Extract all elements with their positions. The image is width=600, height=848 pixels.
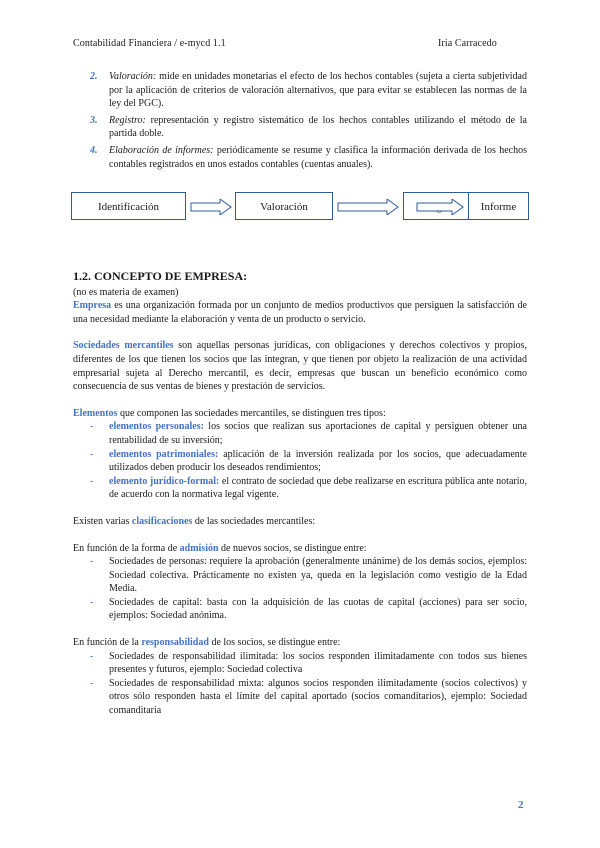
list-text: Sociedades de personas: requiere la aprobación (generalmente unánime) de los demás socios, ejemplos: Sociedad colectiva. Prácticamente no existen ya, queda en la legislación como vestigio de la Edad Media. [109, 556, 527, 595]
list-item [73, 677, 527, 718]
paragraph-text: de los socios, se distingue entre: [208, 637, 341, 649]
list-item [73, 114, 527, 141]
section-title: 1.2. CONCEPTO DE EMPRESA: [73, 269, 248, 283]
list-number: 2. [90, 71, 98, 82]
list-item [73, 650, 527, 677]
flow-box-informe: Informe [468, 192, 529, 220]
paragraph-text: es una organización formada por un conjunto de medios productivos que persiguen la satisfacción de una necesidad mediante la elaboración y venta de un producto o servicio. [73, 300, 527, 325]
list-text: aplicación de la inversión realizada por los socios, que adecuadamente utilizados deben producir los deseados rendimientos; [109, 448, 527, 474]
admision-list [73, 555, 527, 623]
paragraph-text: Existen varias [73, 515, 132, 527]
term-responsabilidad: responsabilidad [141, 637, 209, 649]
list-item [73, 475, 527, 502]
term-clasificaciones: clasificaciones [131, 515, 193, 527]
list-term: Registro: [109, 114, 146, 126]
list-number: 4. [90, 144, 98, 156]
paragraph-text: son aquellas personas jurídicas, con obligaciones y derechos colectivos y propios, diferentes de los que tienen los socios que las integran, y que tienen por objeto la realización de una actividad empresarial sujeta al Derecho mercantil, es decir, empresas que buscan un beneficio económico como consecuencia de sus ventas de bienes y prestación de servicios. [73, 340, 527, 393]
paragraph-empresa [73, 299, 527, 326]
header-author: Iria Carracedo [438, 38, 497, 49]
paragraph-text: de las sociedades mercantiles: [192, 515, 316, 527]
responsabilidad-list [73, 650, 527, 718]
list-number: 3. [90, 114, 98, 126]
list-term: Elaboración de informes: [109, 144, 214, 156]
dash-bullet-icon: - [90, 650, 94, 662]
paragraph-text: que componen las sociedades mercantiles, se distinguen tres tipos: [117, 407, 386, 419]
list-item [73, 420, 527, 447]
dash-bullet-icon: - [90, 448, 94, 460]
paragraph-clasificaciones [73, 515, 527, 529]
paragraph-text: En función de la [73, 637, 142, 649]
arrow-right-icon [337, 199, 399, 215]
dash-bullet-icon: - [90, 556, 94, 568]
list-term: elementos patrimoniales: [109, 448, 219, 460]
paragraph-responsabilidad [73, 636, 527, 650]
list-item [73, 144, 527, 171]
term-sociedades-mercantiles: Sociedades mercantiles [73, 340, 174, 352]
section-concepto-empresa [73, 270, 527, 718]
list-term: elemento jurídico-formal: [109, 475, 220, 487]
flow-box-identificacion: Identificación [71, 192, 186, 220]
elements-list [73, 420, 527, 502]
list-term: elementos personales: [109, 421, 204, 433]
list-text: Sociedades de capital: basta con la adquisición de las cuotas de capital (acciones) para ser socio, ejemplos: Sociedad anónima. [109, 596, 527, 622]
process-list [73, 70, 527, 171]
term-elementos: Elementos [73, 407, 118, 419]
list-item [73, 70, 527, 111]
list-text: los socios que realizan sus aportaciones de capital y persiguen obtener una rentabilidad de su inversión; [109, 421, 527, 446]
page-number: 2 [518, 799, 524, 811]
list-item [73, 596, 527, 623]
arrow-right-icon [190, 199, 232, 215]
term-admision: admisión [179, 542, 219, 554]
section-note: (no es materia de examen) [73, 286, 179, 298]
list-text: representación y registro sistemático de los hechos contables utilizando el método de la partida doble. [109, 114, 527, 140]
term-empresa: Empresa [73, 300, 112, 312]
header-course: Contabilidad Financiera / e-mycd 1.1 [73, 38, 226, 49]
dash-bullet-icon: - [90, 677, 94, 689]
list-text: el contrato de sociedad que debe realizarse en escritura pública ante notario, de acuerdo con la normativa legal vigente. [109, 475, 528, 501]
paragraph-text: de nuevos socios, se distingue entre: [218, 542, 367, 554]
list-text: mide en unidades monetarias el efecto de los hechos contables (sujeta a cierta subjetividad por la aplicación de criterios de valoración alternativos, que para evitar se establecen las normas de la ley del PGC). [109, 71, 527, 110]
paragraph-sociedades [73, 339, 527, 393]
dash-bullet-icon: - [90, 475, 94, 487]
dash-bullet-icon: - [90, 596, 94, 608]
paragraph-admision [73, 542, 527, 556]
list-text: Sociedades de responsabilidad mixta: algunos socios responden ilimitadamente (socios colectivos) y otros sólo responden hasta el límite del capital aportado (socios comanditarios), ejemplo: Sociedad comanditaria [109, 677, 527, 717]
list-text: Sociedades de responsabilidad ilimitada: los socios responden ilimitadamente con todos sus bienes presentes y futuros, ejemplo: Sociedad colectiva [109, 650, 527, 676]
list-item [73, 448, 527, 475]
list-term: Valoración: [109, 71, 157, 82]
flow-box-valoracion: Valoración [235, 192, 333, 220]
arrow-right-icon [416, 199, 464, 215]
list-item [73, 555, 527, 596]
paragraph-elementos [73, 407, 527, 421]
dash-bullet-icon: - [90, 421, 94, 433]
paragraph-text: En función de la forma de [73, 542, 180, 554]
list-text: periódicamente se resume y clasifica la información derivada de los hechos contables registrados en unos estados contables (cuentas anuales). [109, 144, 528, 170]
